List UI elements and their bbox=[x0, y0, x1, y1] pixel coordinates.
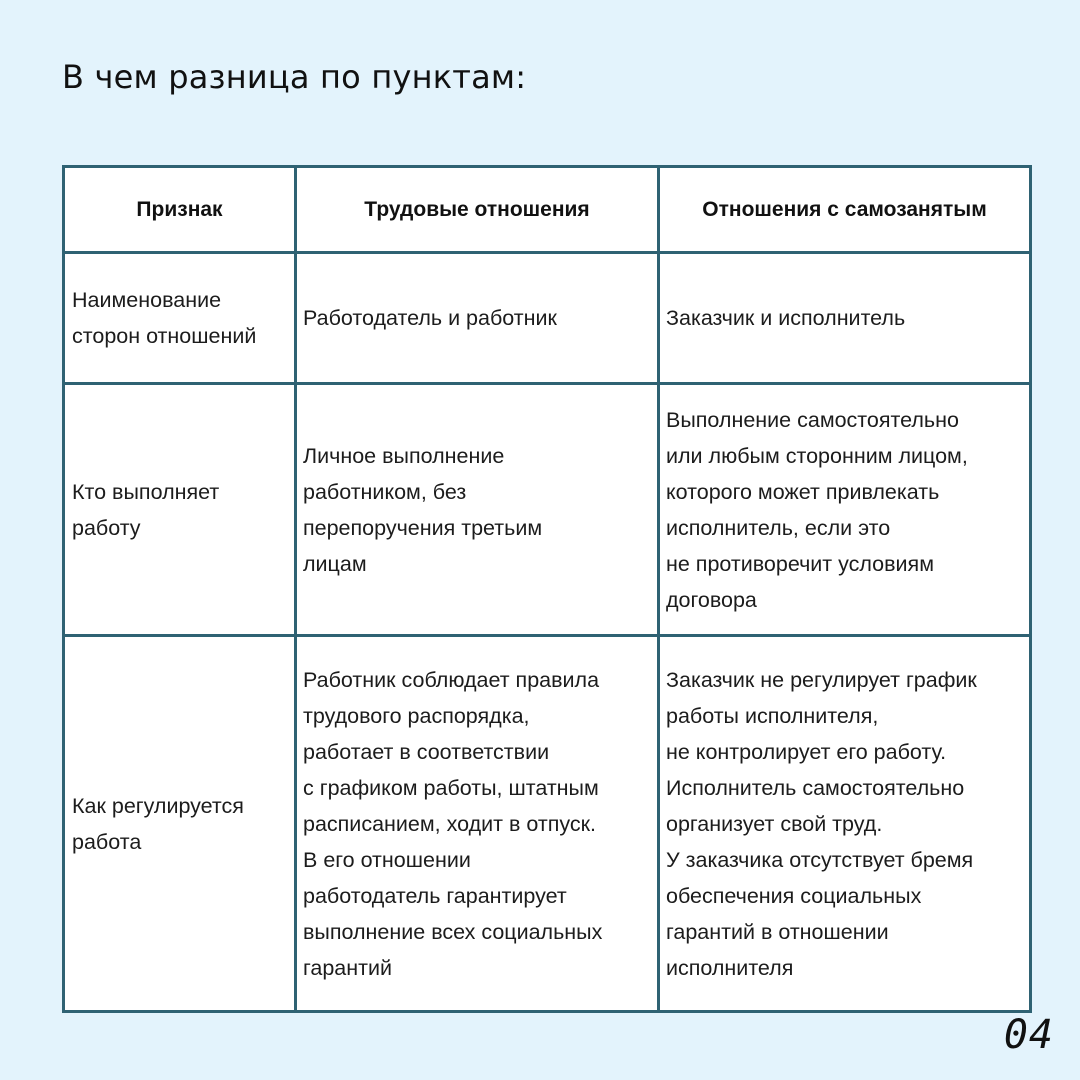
header-employment: Трудовые отношения bbox=[296, 167, 659, 253]
cell-line: Наименование bbox=[72, 288, 222, 312]
cell-line: работа bbox=[72, 829, 142, 854]
header-feature: Признак bbox=[64, 167, 296, 253]
row-feature-cell bbox=[64, 384, 296, 636]
cell-line: Работник соблюдает правила bbox=[303, 667, 600, 692]
cell-line: работодатель гарантирует bbox=[303, 883, 567, 908]
cell-line: Заказчик и исполнитель bbox=[666, 306, 906, 330]
row-self-employed-cell bbox=[659, 253, 1031, 384]
page-title: В чем разница по пунктам: bbox=[62, 58, 527, 96]
cell-line: гарантий bbox=[303, 955, 392, 980]
table-header-row bbox=[64, 167, 1031, 253]
cell-line: с графиком работы, штатным bbox=[303, 775, 599, 800]
cell-line: работает в соответствии bbox=[303, 739, 550, 764]
cell-line: гарантий в отношении bbox=[666, 919, 889, 944]
cell-line: Кто выполняет bbox=[72, 479, 220, 504]
cell-line: или любым сторонним лицом, bbox=[666, 443, 968, 468]
table-row bbox=[64, 384, 1031, 636]
cell-line: исполнитель, если это bbox=[666, 515, 891, 540]
cell-line: Как регулируется bbox=[72, 793, 244, 818]
header-self-employed: Отношения с самозанятым bbox=[659, 167, 1031, 253]
row-feature-cell bbox=[64, 636, 296, 1012]
cell-line: трудового распорядка, bbox=[303, 703, 530, 728]
cell-line: обеспечения социальных bbox=[666, 883, 922, 908]
row-employment-cell bbox=[296, 253, 659, 384]
cell-line: работником, без bbox=[303, 479, 467, 504]
cell-line: Заказчик не регулирует график bbox=[666, 667, 977, 692]
cell-line: Исполнитель самостоятельно bbox=[666, 775, 965, 800]
cell-line: В его отношении bbox=[303, 847, 471, 872]
comparison-table bbox=[62, 165, 1032, 1013]
cell-line: расписанием, ходит в отпуск. bbox=[303, 811, 596, 836]
cell-line: Личное выполнение bbox=[303, 443, 505, 468]
row-self-employed-cell bbox=[659, 384, 1031, 636]
row-feature-cell bbox=[64, 253, 296, 384]
row-employment-cell bbox=[296, 384, 659, 636]
page-number: 04 bbox=[1003, 1012, 1054, 1058]
cell-line: Выполнение самостоятельно bbox=[666, 407, 959, 432]
cell-line: перепоручения третьим bbox=[303, 515, 543, 540]
cell-line: выполнение всех социальных bbox=[303, 919, 603, 944]
row-employment-cell bbox=[296, 636, 659, 1012]
cell-line: организует свой труд. bbox=[666, 811, 883, 836]
table-row bbox=[64, 636, 1031, 1012]
row-self-employed-cell bbox=[659, 636, 1031, 1012]
cell-line: исполнителя bbox=[666, 955, 794, 980]
table-row bbox=[64, 253, 1031, 384]
cell-line: не контролирует его работу. bbox=[666, 739, 947, 764]
cell-line: которого может привлекать bbox=[666, 479, 940, 504]
cell-line: работу bbox=[72, 515, 141, 540]
cell-line: У заказчика отсутствует бремя bbox=[666, 847, 974, 872]
cell-line: работы исполнителя, bbox=[666, 703, 879, 728]
cell-line: лицам bbox=[303, 551, 367, 576]
cell-line: сторон отношений bbox=[72, 324, 257, 348]
cell-line: Работодатель и работник bbox=[303, 306, 557, 330]
cell-line: договора bbox=[666, 587, 757, 612]
cell-line: не противоречит условиям bbox=[666, 551, 934, 576]
